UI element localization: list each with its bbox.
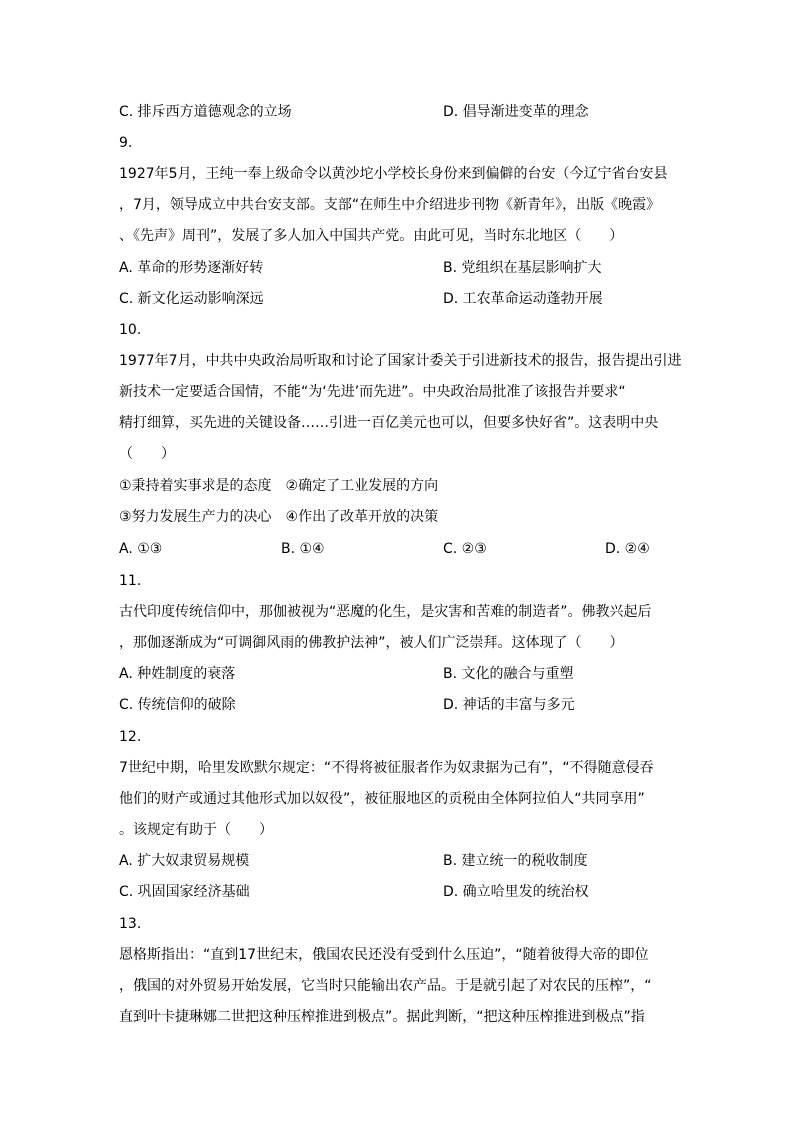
q10-number: 10. xyxy=(119,322,142,338)
q11-option-c[interactable]: C. 传统信仰的破除 xyxy=(119,697,236,713)
q10-stem-line: （ ） xyxy=(119,446,175,462)
q10-option-c[interactable]: C. ②③ xyxy=(443,541,487,557)
q12-option-d[interactable]: D. 确立哈里发的统治权 xyxy=(443,884,589,900)
q9-number: 9. xyxy=(119,135,133,151)
q11-stem-line: ，那伽逐渐成为“可调御风雨的佛教护法神”，被人们广泛崇拜。这体现了（ ） xyxy=(119,635,624,651)
q10-option-a[interactable]: A. ①③ xyxy=(119,541,163,557)
q13-stem-line: ，俄国的对外贸易开始发展，它当时只能输出农产品。于是就引起了对农民的压榨”，“ xyxy=(119,978,652,994)
q9-stem-line: 1927年5月，王纯一奉上级命令以黄沙坨小学校长身份来到偏僻的台安（今辽宁省台安县 xyxy=(119,166,668,182)
q12-option-a[interactable]: A. 扩大奴隶贸易规模 xyxy=(119,853,250,869)
q12-option-c[interactable]: C. 巩固国家经济基础 xyxy=(119,884,250,900)
q13-stem-line: 恩格斯指出：“直到17世纪末，俄国农民还没有受到什么压迫”，“随着彼得大帝的即位 xyxy=(119,947,649,963)
q11-option-b[interactable]: B. 文化的融合与重塑 xyxy=(443,666,574,682)
q10-option-d[interactable]: D. ②④ xyxy=(605,541,650,557)
q12-stem-line: 。该规定有助于（ ） xyxy=(119,822,273,838)
q9-option-a[interactable]: A. 革命的形势逐渐好转 xyxy=(119,260,264,276)
q13-stem-line: 直到叶卡捷琳娜二世把这种压榨推进到极点”。据此判断，“把这种压榨推进到极点”指 xyxy=(119,1009,645,1025)
q9-option-c[interactable]: C. 新文化运动影响深远 xyxy=(119,291,264,307)
q12-stem-line: 7世纪中期，哈里发欧默尔规定：“不得将被征服者作为奴隶据为己有”，“不得随意侵吞 xyxy=(119,760,654,776)
q9-option-d[interactable]: D. 工农革命运动蓬勃开展 xyxy=(443,291,603,307)
q8-option-d[interactable]: D. 倡导渐进变革的理念 xyxy=(443,104,589,120)
q9-stem-line: 、《先声》周刊”，发展了多人加入中国共产党。由此可见，当时东北地区（ ） xyxy=(119,228,624,244)
q9-option-b[interactable]: B. 党组织在基层影响扩大 xyxy=(443,260,602,276)
q12-option-b[interactable]: B. 建立统一的税收制度 xyxy=(443,853,588,869)
q10-stem-line: 新技术一定要适合国情，不能“为‘先进’而先进”。中央政治局批准了该报告并要求“ xyxy=(119,384,626,400)
q11-number: 11. xyxy=(119,573,142,589)
q12-number: 12. xyxy=(119,729,142,745)
q10-option-b[interactable]: B. ①④ xyxy=(281,541,325,557)
q10-stem-line: 精打细算，买先进的关键设备……引进一百亿美元也可以，但要多快好省”。这表明中央 xyxy=(119,415,659,431)
q11-option-a[interactable]: A. 种姓制度的衰落 xyxy=(119,666,236,682)
q10-statement: ③努力发展生产力的决心 ④作出了改革开放的决策 xyxy=(119,509,439,525)
q10-statement: ①秉持着实事求是的态度 ②确定了工业发展的方向 xyxy=(119,478,439,494)
q9-stem-line: ，7月，领导成立中共台安支部。支部“在师生中介绍进步刊物《新青年》，出版《晚霞》 xyxy=(119,197,661,213)
q13-number: 13. xyxy=(119,916,142,932)
q11-option-d[interactable]: D. 神话的丰富与多元 xyxy=(443,697,575,713)
q8-option-c[interactable]: C. 排斥西方道德观念的立场 xyxy=(119,104,292,120)
q12-stem-line: 他们的财产或通过其他形式加以奴役”，被征服地区的贡税由全体阿拉伯人“共同享用” xyxy=(119,791,645,807)
q11-stem-line: 古代印度传统信仰中，那伽被视为“恶魔的化生，是灾害和苦难的制造者”。佛教兴起后 xyxy=(119,604,652,620)
q10-stem-line: 1977年7月，中共中央政治局听取和讨论了国家计委关于引进新技术的报告，报告提出引进 xyxy=(119,353,682,369)
